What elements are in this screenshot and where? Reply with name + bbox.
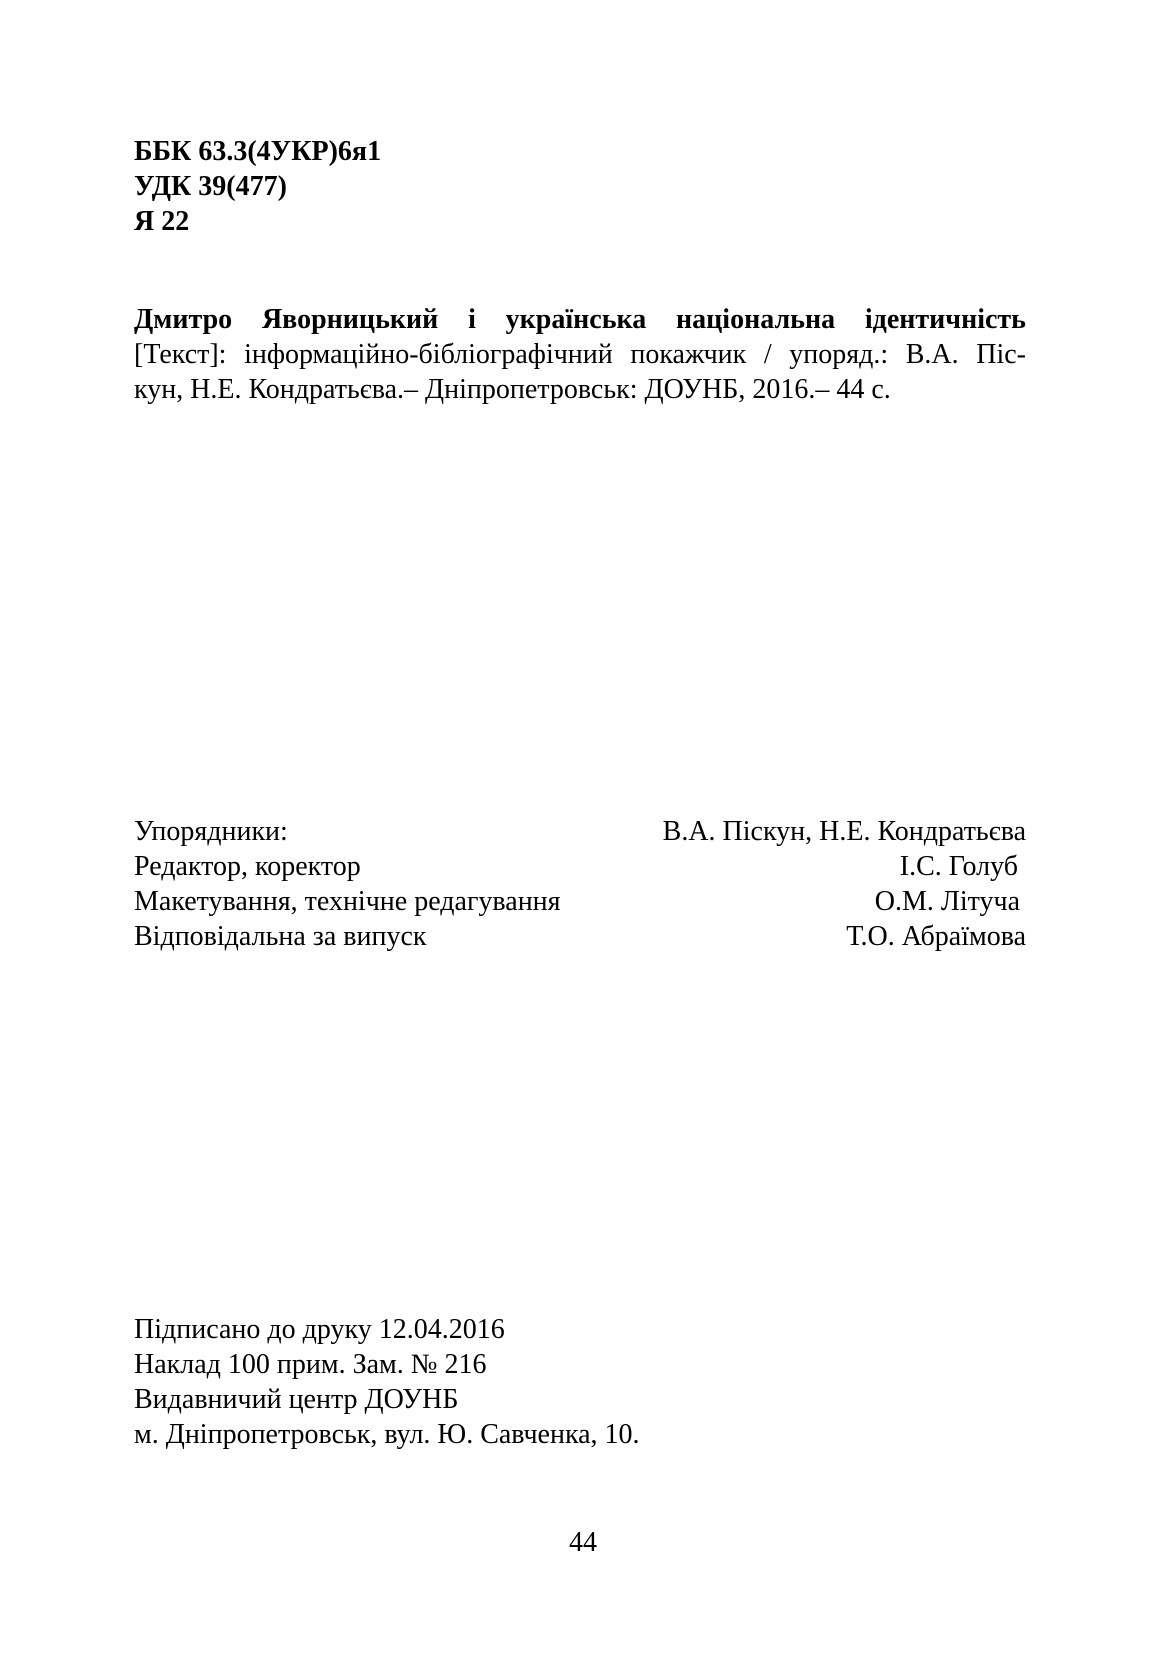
udk-code: УДК 39(477) xyxy=(134,171,287,202)
publisher-address: м. Дніпропетровськ, вул. Ю. Савченка, 10. xyxy=(134,1419,640,1450)
credit-row xyxy=(134,884,1026,919)
credit-row xyxy=(134,849,1026,884)
credit-name: І.С. Голуб xyxy=(899,851,1018,882)
credit-name: О.М. Літуча xyxy=(874,886,1020,917)
credit-role: Макетування, технічне редагування xyxy=(134,886,561,917)
credit-name: В.А. Піскун, Н.Е. Кондратьєва xyxy=(662,816,1026,847)
bbk-code: ББК 63.3(4УКР)6я1 xyxy=(134,136,382,167)
credit-role: Редактор, коректор xyxy=(134,851,361,882)
record-description-line-2: кун, Н.Е. Кондратьєва.– Дніпропетровськ: ДОУНБ, 2016.– 44 с. xyxy=(134,374,891,405)
record-description-line-1: [Текст]: інформаційно-бібліографічний покажчик / упоряд.: В.А. Піс- xyxy=(134,339,1026,370)
credits-list xyxy=(134,814,1026,954)
credit-row xyxy=(134,814,1026,849)
classification-codes xyxy=(134,134,381,239)
page-number: 44 xyxy=(569,1527,597,1558)
credit-row xyxy=(134,919,1026,954)
credit-name: Т.О. Абраїмова xyxy=(846,921,1026,952)
print-run: Наклад 100 прим. Зам. № 216 xyxy=(134,1349,487,1380)
credit-role: Упорядники: xyxy=(134,816,288,847)
signed-to-print: Підписано до друку 12.04.2016 xyxy=(134,1314,505,1345)
author-mark: Я 22 xyxy=(134,206,190,237)
credit-role: Відповідальна за випуск xyxy=(134,921,427,952)
imprint xyxy=(134,1312,640,1452)
record-title: Дмитро Яворницький і українська національна ідентичність xyxy=(134,304,1026,335)
publisher: Видавничий центр ДОУНБ xyxy=(134,1384,459,1415)
bibliographic-record xyxy=(134,302,1026,407)
